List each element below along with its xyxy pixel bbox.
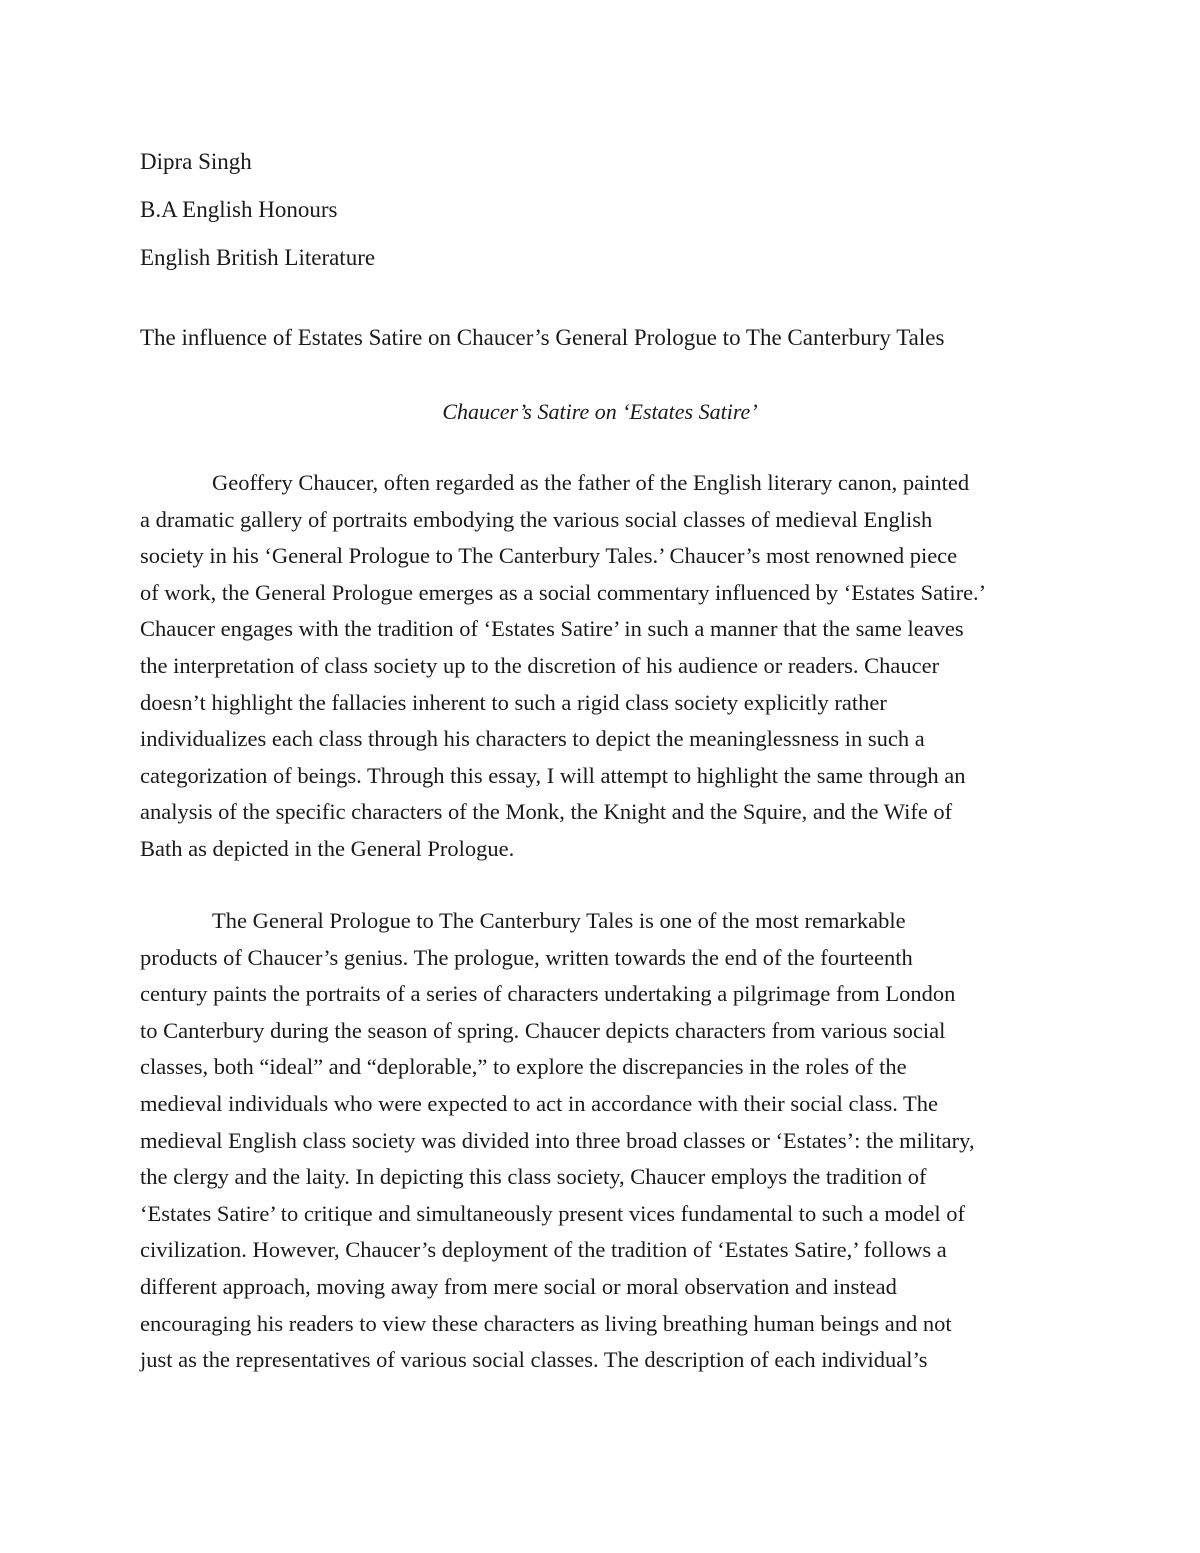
course-name: B.A English Honours — [140, 197, 338, 222]
paragraph-line: the interpretation of class society up to the discretion of his audience or readers. Chaucer — [140, 652, 940, 678]
paragraph-line: just as the representatives of various social classes. The description of each individual’s — [140, 1347, 928, 1373]
essay-subtitle: Chaucer’s Satire on ‘Estates Satire’ — [442, 399, 758, 424]
subject-name: English British Literature — [140, 245, 376, 270]
paragraph-line: Geoffery Chaucer, often regarded as the father of the English literary canon, painted — [212, 470, 970, 495]
essay-title: The influence of Estates Satire on Chaucer’s General Prologue to The Canterbury Tales — [140, 325, 945, 350]
paragraph-line: century paints the portraits of a series of characters undertaking a pilgrimage from London — [140, 981, 956, 1007]
paragraph-line: products of Chaucer’s genius. The prologue, written towards the end of the fourteenth — [140, 944, 913, 970]
paragraph-line: encouraging his readers to view these characters as living breathing human beings and not — [140, 1310, 952, 1336]
paragraph-line: of work, the General Prologue emerges as a social commentary influenced by ‘Estates Satire.’ — [140, 579, 987, 605]
author-header — [140, 138, 375, 282]
paragraph-line: Chaucer engages with the tradition of ‘Estates Satire’ in such a manner that the same leaves — [140, 616, 964, 642]
paragraph-line: a dramatic gallery of portraits embodying the various social classes of medieval English — [140, 506, 933, 532]
paragraph-line: medieval individuals who were expected to act in accordance with their social class. The — [140, 1090, 939, 1116]
paragraph-line: different approach, moving away from mere social or moral observation and instead — [140, 1273, 897, 1299]
paragraph-line: individualizes each class through his characters to depict the meaninglessness in such a — [140, 726, 925, 752]
paragraph-line: civilization. However, Chaucer’s deployment of the tradition of ‘Estates Satire,’ follows a — [140, 1237, 947, 1263]
paragraph-line: categorization of beings. Through this essay, I will attempt to highlight the same through an — [140, 762, 966, 788]
body-paragraph-1 — [140, 465, 986, 868]
paragraph-line: The General Prologue to The Canterbury Tales is one of the most remarkable — [212, 908, 906, 933]
paragraph-line: ‘Estates Satire’ to critique and simultaneously present vices fundamental to such a model of — [140, 1200, 965, 1226]
paragraph-line: doesn’t highlight the fallacies inherent to such a rigid class society explicitly rather — [140, 689, 887, 715]
paragraph-line: society in his ‘General Prologue to The Canterbury Tales.’ Chaucer’s most renowned piece — [140, 543, 958, 569]
paragraph-line: medieval English class society was divided into three broad classes or ‘Estates’: the military, — [140, 1127, 975, 1153]
paragraph-line: classes, both “ideal” and “deplorable,” to explore the discrepancies in the roles of the — [140, 1054, 907, 1080]
paragraph-line: the clergy and the laity. In depicting this class society, Chaucer employs the tradition of — [140, 1164, 927, 1190]
paragraph-line: Bath as depicted in the General Prologue. — [140, 835, 515, 861]
body-paragraph-2 — [140, 903, 975, 1379]
paragraph-line: to Canterbury during the season of spring. Chaucer depicts characters from various social — [140, 1017, 946, 1043]
author-name: Dipra Singh — [140, 149, 252, 174]
paragraph-line: analysis of the specific characters of the Monk, the Knight and the Squire, and the Wife of — [140, 799, 953, 825]
